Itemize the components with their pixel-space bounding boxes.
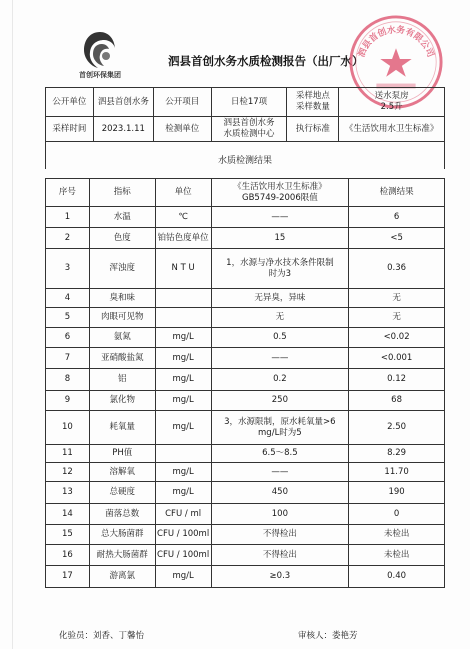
reviewer-signature: 审核人：娄艳芳 bbox=[298, 631, 358, 641]
row-unit: mg/L bbox=[155, 348, 211, 369]
results-table bbox=[45, 178, 445, 588]
table-row bbox=[46, 308, 445, 328]
row-result: <5 bbox=[349, 228, 445, 249]
header-result: 检测结果 bbox=[349, 179, 445, 207]
row-result: 0.12 bbox=[349, 369, 445, 391]
row-result: 68 bbox=[349, 391, 445, 411]
info-value-lab: 泗县首创水务 水质检测中心 bbox=[211, 117, 287, 142]
table-row bbox=[46, 525, 445, 545]
table-row bbox=[46, 369, 445, 391]
row-limit: 1，水源与净水技术条件限制 时为3 bbox=[211, 249, 349, 289]
row-result: 无 bbox=[349, 289, 445, 308]
row-unit: mg/L bbox=[155, 328, 211, 348]
svg-text:泗县首创水务有限公司: 泗县首创水务有限公司 bbox=[356, 25, 436, 59]
table-row bbox=[46, 445, 445, 463]
row-unit: mg/L bbox=[155, 463, 211, 482]
row-item: 总硬度 bbox=[89, 482, 155, 504]
row-no: 11 bbox=[46, 445, 90, 463]
row-item: 臭和味 bbox=[89, 289, 155, 308]
row-limit: 250 bbox=[211, 391, 349, 411]
row-limit: 0.2 bbox=[211, 369, 349, 391]
row-no: 6 bbox=[46, 328, 90, 348]
row-result: <0.02 bbox=[349, 328, 445, 348]
info-label-project: 公开项目 bbox=[153, 88, 211, 117]
tester-signature: 化验员：刘香、丁馨怡 bbox=[59, 631, 145, 641]
row-item: 总大肠菌群 bbox=[89, 525, 155, 545]
row-no: 4 bbox=[46, 289, 90, 308]
row-result: 8.29 bbox=[349, 445, 445, 463]
table-row bbox=[46, 411, 445, 445]
info-label-lab: 检测单位 bbox=[153, 117, 211, 142]
section-title-row bbox=[46, 142, 445, 170]
row-no: 1 bbox=[46, 207, 90, 228]
row-item: 菌落总数 bbox=[89, 504, 155, 525]
row-limit: ≥0.3 bbox=[211, 566, 349, 588]
table-row bbox=[46, 249, 445, 289]
row-no: 2 bbox=[46, 228, 90, 249]
report-title: 泗县首创水务水质检测报告（出厂水） bbox=[168, 54, 364, 68]
info-value-project: 日检17项 bbox=[211, 88, 287, 117]
row-limit: 6.5～8.5 bbox=[211, 445, 349, 463]
row-no: 13 bbox=[46, 482, 90, 504]
row-item: 铝 bbox=[89, 369, 155, 391]
row-limit: —— bbox=[211, 348, 349, 369]
table-row bbox=[46, 328, 445, 348]
row-item: PH值 bbox=[89, 445, 155, 463]
row-unit: mg/L bbox=[155, 391, 211, 411]
table-row bbox=[46, 348, 445, 369]
table-row bbox=[46, 504, 445, 525]
row-item: 溶解氧 bbox=[89, 463, 155, 482]
table-row bbox=[46, 228, 445, 249]
row-unit bbox=[155, 445, 211, 463]
row-limit: 不得检出 bbox=[211, 545, 349, 566]
table-row bbox=[46, 545, 445, 566]
row-limit: —— bbox=[211, 463, 349, 482]
row-result: 0.40 bbox=[349, 566, 445, 588]
table-row bbox=[46, 391, 445, 411]
info-value-standard: 《生活饮用水卫生标准》 bbox=[339, 117, 445, 142]
info-value-time: 2023.1.11 bbox=[93, 117, 153, 142]
row-no: 12 bbox=[46, 463, 90, 482]
row-item: 浑浊度 bbox=[89, 249, 155, 289]
row-limit: 0.5 bbox=[211, 328, 349, 348]
company-logo-icon bbox=[80, 28, 120, 72]
section-title: 水质检测结果 bbox=[46, 142, 445, 170]
row-limit: 100 bbox=[211, 504, 349, 525]
row-item: 耐热大肠菌群 bbox=[89, 545, 155, 566]
row-result: 未检出 bbox=[349, 545, 445, 566]
row-no: 16 bbox=[46, 545, 90, 566]
row-unit: ℃ bbox=[155, 207, 211, 228]
row-no: 8 bbox=[46, 369, 90, 391]
header-unit: 单位 bbox=[155, 179, 211, 207]
row-unit: mg/L bbox=[155, 566, 211, 588]
row-result: <0.001 bbox=[349, 348, 445, 369]
logo-text: 首创环保集团 bbox=[79, 71, 121, 79]
row-limit: 无异臭，异味 bbox=[211, 289, 349, 308]
row-no: 14 bbox=[46, 504, 90, 525]
row-no: 5 bbox=[46, 308, 90, 328]
row-limit: 不得检出 bbox=[211, 525, 349, 545]
row-no: 7 bbox=[46, 348, 90, 369]
row-unit bbox=[155, 289, 211, 308]
info-label-standard: 执行标准 bbox=[287, 117, 339, 142]
row-no: 3 bbox=[46, 249, 90, 289]
row-unit: CFU / ml bbox=[155, 504, 211, 525]
info-label-publisher: 公开单位 bbox=[46, 88, 94, 117]
row-item: 色度 bbox=[89, 228, 155, 249]
row-result: 未检出 bbox=[349, 525, 445, 545]
table-row bbox=[46, 482, 445, 504]
table-row bbox=[46, 289, 445, 308]
header-no: 序号 bbox=[46, 179, 90, 207]
row-item: 氨氮 bbox=[89, 328, 155, 348]
row-result: 无 bbox=[349, 308, 445, 328]
row-result: 2.50 bbox=[349, 411, 445, 445]
results-header-row bbox=[46, 179, 445, 207]
row-result: 0 bbox=[349, 504, 445, 525]
row-no: 9 bbox=[46, 391, 90, 411]
table-row bbox=[46, 463, 445, 482]
row-unit: mg/L bbox=[155, 411, 211, 445]
header-item: 指标 bbox=[89, 179, 155, 207]
row-unit: CFU / 100ml bbox=[155, 525, 211, 545]
row-result: 190 bbox=[349, 482, 445, 504]
row-item: 亚硝酸盐氮 bbox=[89, 348, 155, 369]
row-limit: 3，水源限制，原水耗氧量>6 mg/L时为5 bbox=[211, 411, 349, 445]
row-unit: N T U bbox=[155, 249, 211, 289]
table-row bbox=[46, 207, 445, 228]
row-item: 水温 bbox=[89, 207, 155, 228]
row-item: 肉眼可见物 bbox=[89, 308, 155, 328]
row-no: 17 bbox=[46, 566, 90, 588]
row-no: 10 bbox=[46, 411, 90, 445]
row-item: 耗氧量 bbox=[89, 411, 155, 445]
row-unit: CFU / 100ml bbox=[155, 545, 211, 566]
info-value-sampling: 送水泵房 2.5升 bbox=[339, 88, 445, 117]
scan-edge bbox=[12, 0, 13, 649]
row-item: 氯化物 bbox=[89, 391, 155, 411]
row-result: 11.70 bbox=[349, 463, 445, 482]
info-row-2 bbox=[46, 117, 445, 142]
row-limit: —— bbox=[211, 207, 349, 228]
row-limit: 450 bbox=[211, 482, 349, 504]
row-item: 游离氯 bbox=[89, 566, 155, 588]
info-value-publisher: 泗县首创水务 bbox=[93, 88, 153, 117]
row-unit bbox=[155, 308, 211, 328]
table-row bbox=[46, 566, 445, 588]
row-no: 15 bbox=[46, 525, 90, 545]
row-unit: 铂钴色度单位 bbox=[155, 228, 211, 249]
info-label-sampling: 采样地点 采样数量 bbox=[287, 88, 339, 117]
row-unit: mg/L bbox=[155, 369, 211, 391]
info-table bbox=[45, 87, 445, 169]
row-limit: 15 bbox=[211, 228, 349, 249]
info-label-time: 采样时间 bbox=[46, 117, 94, 142]
row-result: 0.36 bbox=[349, 249, 445, 289]
info-row-1 bbox=[46, 88, 445, 117]
row-unit: mg/L bbox=[155, 482, 211, 504]
row-limit: 无 bbox=[211, 308, 349, 328]
header-limit: 《生活饮用水卫生标准》 GB5749-2006限值 bbox=[211, 179, 349, 207]
row-result: 6 bbox=[349, 207, 445, 228]
